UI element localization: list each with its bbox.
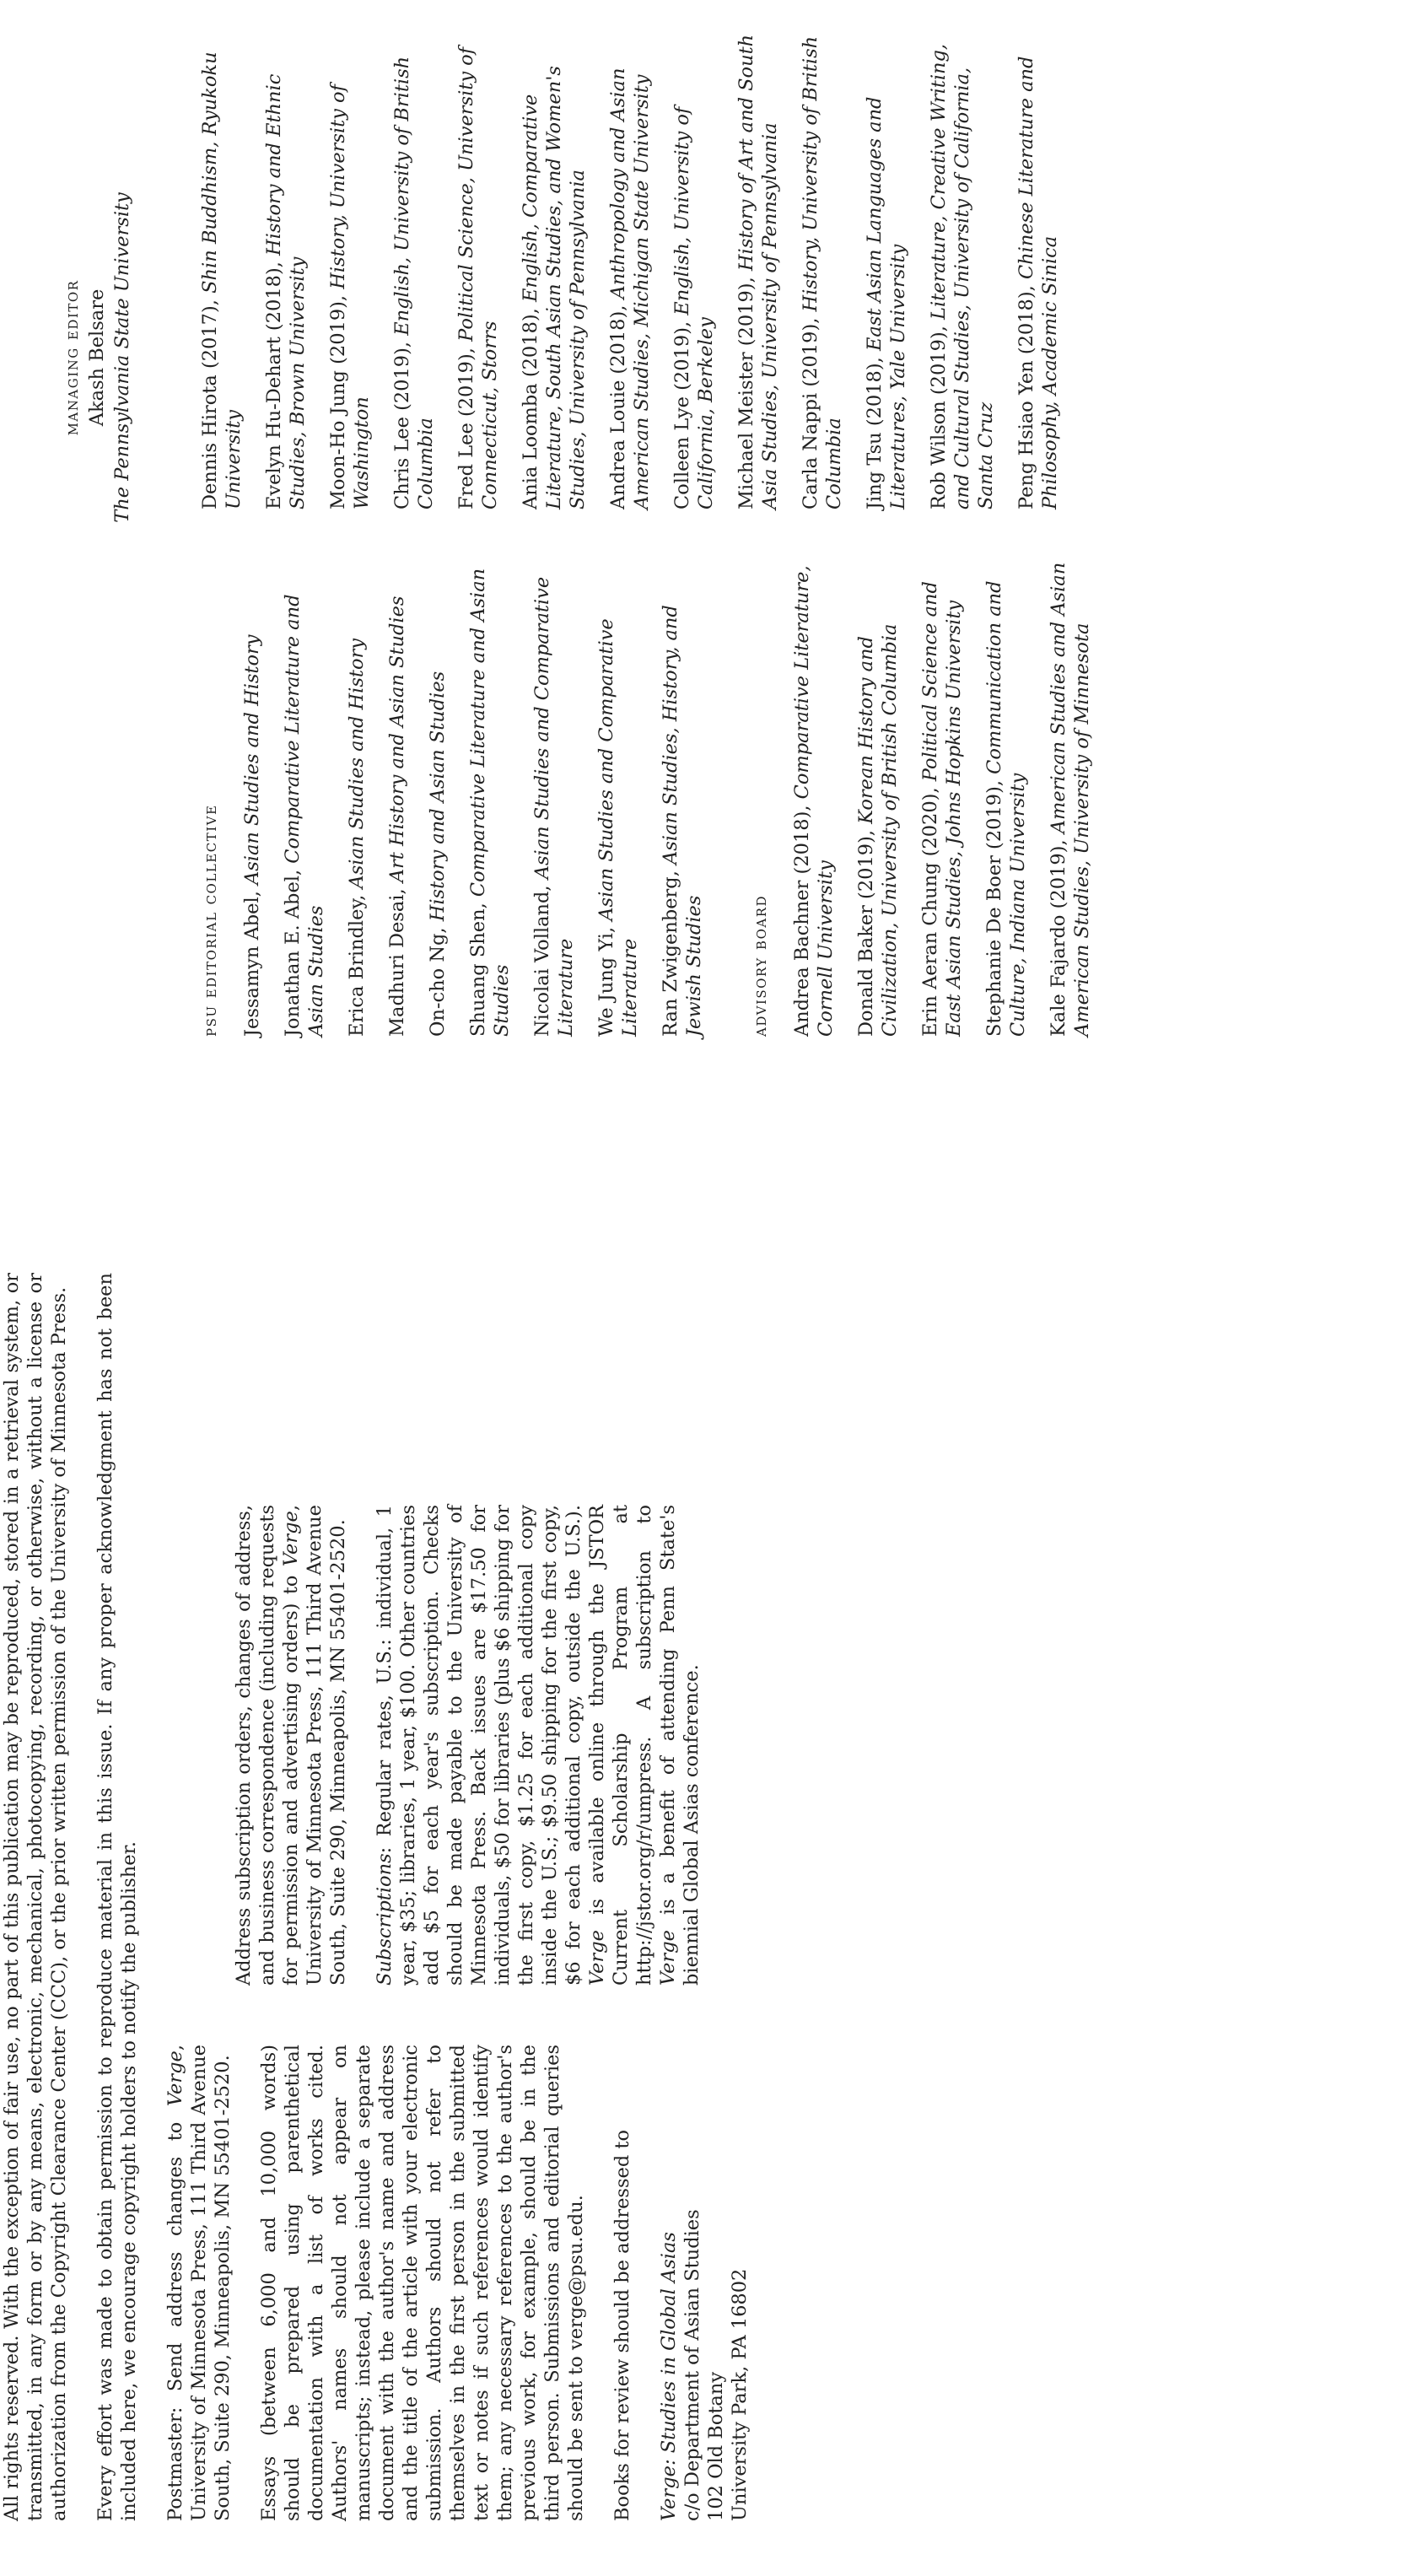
member-affiliation: Asian Studies and History xyxy=(241,634,263,885)
member-name: Shuang Shen, xyxy=(467,897,489,1037)
board-member xyxy=(1015,12,1062,509)
member-name: Ania Loomba (2018), xyxy=(520,302,541,509)
board-member xyxy=(671,12,718,509)
left-column-2 xyxy=(232,1505,726,1986)
board-member xyxy=(198,12,245,509)
member-name: Kale Fajardo (2019), xyxy=(1048,833,1069,1037)
board-member xyxy=(735,12,782,509)
member-affiliation: History and Ethnic Studies, Brown University xyxy=(263,73,309,509)
managing-editor-institution: The Pennsylvania State University xyxy=(111,192,133,523)
board-member xyxy=(659,539,706,1037)
member-affiliation: Comparative Literature and Asian Studies xyxy=(467,568,513,1037)
member-affiliation: Communication and Culture, Indiana University xyxy=(983,580,1029,1037)
board-member xyxy=(455,12,502,509)
managing-editor-name: Akash Belsare xyxy=(86,288,108,427)
member-affiliation: Asian Studies and Comparative Literature xyxy=(531,576,577,1037)
board-member xyxy=(262,12,310,509)
member-affiliation: Comparative Literature, Cornell University xyxy=(791,565,837,1037)
member-name: Jonathan E. Abel, xyxy=(282,863,304,1037)
member-affiliation: Anthropology and Asian American Studies, Michigan State University xyxy=(607,67,653,509)
member-name: Jessamyn Abel, xyxy=(241,885,263,1037)
permissions-notice: Every effort was made to obtain permission to reproduce material in this issue. If any proper acknowledgment has not been included here, we encourage copyright holders to notify the publisher. xyxy=(94,1273,140,2521)
member-affiliation: Asian Studies and Comparative Literature xyxy=(595,618,641,1037)
member-name: Dennis Hirota (2017), xyxy=(199,293,221,509)
member-affiliation: History and Asian Studies xyxy=(427,671,449,922)
member-affiliation: English, Comparative Literature, South Asian Studies, and Women's Studies, University of Pennsylvania xyxy=(520,66,589,509)
board-member xyxy=(240,539,264,1037)
board-member xyxy=(281,539,328,1037)
board-member xyxy=(854,539,902,1037)
member-affiliation: English, University of California, Berkeley xyxy=(671,106,717,509)
board-member xyxy=(983,539,1030,1037)
member-name: Erin Aeran Chung (2020), xyxy=(919,781,941,1037)
member-affiliation: Comparative Literature and Asian Studies xyxy=(282,594,327,1037)
member-affiliation: Political Science, University of Connecticut, Storrs xyxy=(455,46,501,509)
member-affiliation: History, University of British Columbia xyxy=(800,35,845,509)
board-member xyxy=(345,539,369,1037)
managing-editor-role: managing editor xyxy=(62,279,82,436)
member-affiliation: English, University of British Columbia xyxy=(391,56,437,509)
member-name: Michael Meister (2019), xyxy=(735,271,757,509)
member-name: Erica Brindley, xyxy=(346,888,368,1037)
board-member xyxy=(595,539,642,1037)
member-affiliation: History, University of Washington xyxy=(327,84,373,509)
board-member xyxy=(606,12,654,509)
board-member xyxy=(519,12,590,509)
member-name: Jing Tsu (2018), xyxy=(864,351,886,509)
copyright-notice: All rights reserved. With the exception of fair use, no part of this publication may be reproduced, stored in a retrieval system, or transmitted, in any form or by any means, electronic, mechanical, photocopying, recording, or otherwise, without a license or authorization from the Copyright Clearance Center (CCC), or the prior written permission of the University of Minnesota Press. xyxy=(1,1273,70,2521)
member-affiliation: Chinese Literature and Philosophy, Academic Sinica xyxy=(1015,56,1061,509)
member-name: Andrea Louie (2018), xyxy=(607,299,629,509)
member-name: On-cho Ng, xyxy=(427,921,449,1037)
managing-editor-block xyxy=(59,46,135,670)
member-affiliation: Art History and Asian Studies xyxy=(386,595,408,883)
member-name: Chris Lee (2019), xyxy=(391,335,413,509)
right-column-2 xyxy=(198,12,1079,509)
member-affiliation: History of Art and South Asia Studies, University of Pennsylvania xyxy=(735,34,781,509)
member-affiliation: Shin Buddhism, Ryukoku University xyxy=(199,51,245,509)
board-member xyxy=(918,539,966,1037)
member-name: Fred Lee (2019), xyxy=(455,341,477,509)
board-member xyxy=(863,12,910,509)
member-affiliation: Korean History and Civilization, University of British Columbia xyxy=(855,623,901,1037)
member-affiliation: Political Science and East Asian Studies, Johns Hopkins University xyxy=(919,581,965,1037)
board-member xyxy=(426,539,450,1037)
board-member xyxy=(385,539,409,1037)
member-affiliation: American Studies and Asian American Studies, University of Minnesota xyxy=(1048,562,1093,1037)
board-member xyxy=(790,539,838,1037)
member-name: Rob Wilson (2019), xyxy=(928,319,950,509)
review-address: Verge: Studies in Global Asias c/o Department of Asian Studies 102 Old Botany University Park, PA 16802 xyxy=(658,2209,751,2521)
member-name: Nicolai Volland, xyxy=(531,879,553,1037)
board-member xyxy=(799,12,846,509)
member-name: Ran Zwigenberg, xyxy=(660,865,681,1037)
subscriptions-notice: Subscriptions: Regular rates, U.S.: individual, 1 year, $35; libraries, 1 year, $100. Other countries add $5 for each year's subscription. Checks should be made payable to the University of Minnesota Press. Back issues are $17.50 for individuals, $50 for libraries (plus $6 shipping for the first copy, $1.25 for each additional copy inside the U.S.; $9.50 shipping for the first copy, $6 for each additional copy, outside the U.S.). Verge is available online through the JSTOR Current Scholarship Program at http://jstor.org/r/umpress. A subscription to Verge is a benefit of attending Penn State's biennial Global Asias conference. xyxy=(374,1505,703,1986)
right-column-1 xyxy=(198,539,1111,1037)
member-affiliation: East Asian Languages and Literatures, Yale University xyxy=(864,96,909,509)
editorial-collective-list xyxy=(240,539,706,1037)
member-name: Andrea Bachner (2018), xyxy=(791,799,813,1037)
advisory-board-list-2 xyxy=(198,12,1062,509)
advisory-board-list-1 xyxy=(790,539,1094,1037)
advisory-board-heading: advisory board xyxy=(750,894,770,1037)
member-name: We Jung Yi, xyxy=(595,920,617,1037)
board-member xyxy=(466,539,514,1037)
board-member xyxy=(391,12,438,509)
subscription-orders-notice: Address subscription orders, changes of address, and business correspondence (including requests for permission and advertising orders) to Verge, University of Minnesota Press, 111 Third Avenue South, Suite 290, Minneapolis, MN 55401-2520. xyxy=(233,1505,349,1986)
essays-guidelines: Essays (between 6,000 and 10,000 words) should be prepared using parenthetical documentation with a list of works cited. Authors' names should not appear on manuscripts; instead, please include a separate document with the author's name and address and the title of the article with your electronic submission. Authors should not refer to themselves in the first person in the submitted text or notes if such references would identify them; any necessary references to the author's previous work, for example, should be in the third person. Submissions and editorial queries should be sent to verge@psu.edu. xyxy=(258,2045,587,2521)
postmaster-notice: Postmaster: Send address changes to Verge, University of Minnesota Press, 111 Third Avenue South, Suite 290, Minneapolis, MN 55401-2520. xyxy=(164,2045,234,2521)
board-member xyxy=(531,539,578,1037)
member-name: Evelyn Hu-Dehart (2018), xyxy=(263,255,285,509)
board-member xyxy=(927,12,998,509)
member-name: Madhuri Desai, xyxy=(386,882,408,1037)
member-affiliation: Asian Studies and History xyxy=(346,639,368,889)
editorial-collective-heading: psu editorial collective xyxy=(200,804,220,1037)
member-name: Colleen Lye (2019), xyxy=(671,315,693,509)
board-member xyxy=(326,12,374,509)
member-affiliation: Literature, Creative Writing, and Cultural Studies, University of California, Santa Cruz xyxy=(928,43,997,509)
member-name: Donald Baker (2019), xyxy=(855,823,877,1037)
books-review-note: Books for review should be addressed to xyxy=(611,2130,633,2521)
member-name: Moon-Ho Jung (2019), xyxy=(327,288,349,509)
member-name: Carla Nappi (2019), xyxy=(800,311,822,509)
member-affiliation: Asian Studies, History, and Jewish Studies xyxy=(660,605,705,1037)
member-name: Stephanie De Boer (2019), xyxy=(983,773,1005,1037)
board-member xyxy=(1047,539,1094,1037)
member-name: Peng Hsiao Yen (2018), xyxy=(1015,279,1037,509)
